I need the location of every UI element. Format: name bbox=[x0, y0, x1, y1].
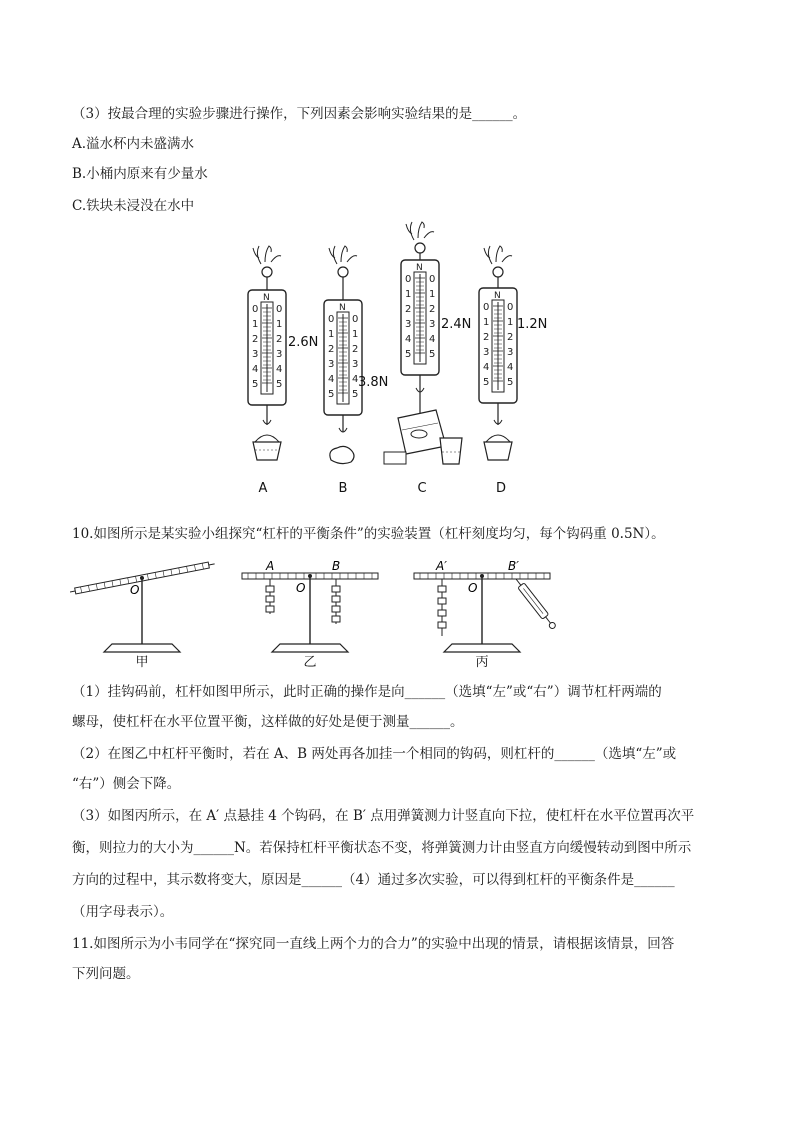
svg-text:3: 3 bbox=[429, 319, 436, 330]
svg-text:1: 1 bbox=[276, 319, 283, 330]
svg-text:1: 1 bbox=[352, 329, 359, 340]
q9-option-a: A.溢水杯内未盛满水 bbox=[72, 136, 195, 152]
label-d: D bbox=[495, 481, 507, 496]
spring-scale-figure bbox=[230, 220, 560, 500]
caption-bing: 丙 bbox=[475, 655, 489, 670]
svg-text:1: 1 bbox=[328, 329, 335, 340]
svg-text:5: 5 bbox=[252, 379, 259, 390]
svg-text:2: 2 bbox=[352, 344, 359, 355]
svg-text:3: 3 bbox=[328, 359, 335, 370]
q11-line1: 11.如图所示为小韦同学在“探究同一直线上两个力的合力”的实验中出现的情景，请根据该情景，回答 bbox=[72, 936, 675, 952]
q9-option-c: C.铁块未浸没在水中 bbox=[72, 198, 195, 214]
svg-text:4: 4 bbox=[328, 374, 335, 385]
svg-text:5: 5 bbox=[276, 379, 283, 390]
label-a: A bbox=[258, 481, 268, 496]
svg-text:5: 5 bbox=[507, 377, 514, 388]
svg-text:5: 5 bbox=[352, 389, 359, 400]
label-c: C bbox=[417, 481, 427, 496]
svg-text:4: 4 bbox=[483, 362, 490, 373]
q10-sub3-line1: （3）如图丙所示，在 A′ 点悬挂 4 个钩码，在 B′ 点用弹簧测力计竖直向下拉，使杠杆在水平位置再次平 bbox=[72, 808, 695, 824]
svg-text:1: 1 bbox=[507, 317, 514, 328]
svg-text:3: 3 bbox=[483, 347, 490, 358]
svg-text:3: 3 bbox=[507, 347, 514, 358]
scale-c-n: N bbox=[416, 263, 423, 273]
lever-yi-a: A bbox=[266, 559, 275, 573]
svg-text:2: 2 bbox=[328, 344, 335, 355]
svg-text:2: 2 bbox=[429, 304, 436, 315]
scale-b-n: N bbox=[339, 303, 346, 313]
lever-bing-o: O bbox=[468, 581, 478, 595]
svg-text:4: 4 bbox=[252, 364, 259, 375]
scale-d-n: N bbox=[494, 291, 501, 301]
caption-jia: 甲 bbox=[135, 655, 149, 670]
lever-bing bbox=[414, 559, 557, 652]
svg-text:1: 1 bbox=[429, 289, 436, 300]
svg-text:4: 4 bbox=[429, 334, 436, 345]
svg-text:0: 0 bbox=[352, 314, 359, 325]
lever-figure bbox=[70, 552, 570, 672]
q10-sub2-line1: （2）在图乙中杠杆平衡时，若在 A、B 两处再各加挂一个相同的钩码，则杠杆的______（选填“左”或 bbox=[72, 746, 677, 762]
svg-text:5: 5 bbox=[429, 349, 436, 360]
q10-sub3-line2: 衡，则拉力的大小为______N。若保持杠杆平衡状态不变，将弹簧测力计由竖直方向缓慢转动到图中所示 bbox=[72, 840, 692, 856]
svg-text:5: 5 bbox=[405, 349, 412, 360]
svg-text:0: 0 bbox=[483, 302, 490, 313]
reading-b: 3.8N bbox=[358, 375, 389, 390]
q11-line2: 下列问题。 bbox=[72, 966, 140, 982]
svg-text:0: 0 bbox=[328, 314, 335, 325]
lever-yi-b: B bbox=[332, 559, 341, 573]
svg-text:4: 4 bbox=[352, 374, 359, 385]
lever-bing-a2: A′ bbox=[436, 559, 447, 573]
svg-text:4: 4 bbox=[507, 362, 514, 373]
svg-text:5: 5 bbox=[483, 377, 490, 388]
svg-text:3: 3 bbox=[276, 349, 283, 360]
svg-text:2: 2 bbox=[252, 334, 259, 345]
svg-text:1: 1 bbox=[252, 319, 259, 330]
svg-text:0: 0 bbox=[507, 302, 514, 313]
svg-text:2: 2 bbox=[276, 334, 283, 345]
svg-text:2: 2 bbox=[507, 332, 514, 343]
q10-sub1-line1: （1）挂钩码前，杠杆如图甲所示，此时正确的操作是向______（选填“左”或“右”）调节杠杆两端的 bbox=[72, 684, 662, 700]
svg-text:1: 1 bbox=[405, 289, 412, 300]
svg-text:0: 0 bbox=[252, 304, 259, 315]
reading-d: 1.2N bbox=[517, 317, 548, 332]
scale-a-n: N bbox=[263, 293, 270, 303]
svg-text:5: 5 bbox=[328, 389, 335, 400]
caption-yi: 乙 bbox=[303, 655, 317, 670]
svg-text:2: 2 bbox=[405, 304, 412, 315]
q9-sub3: （3）按最合理的实验步骤进行操作，下列因素会影响实验结果的是______。 bbox=[72, 106, 527, 122]
svg-text:0: 0 bbox=[405, 274, 412, 285]
q10-stem: 10.如图所示是某实验小组探究“杠杆的平衡条件”的实验装置（杠杆刻度均匀，每个钩码重 0.5N）。 bbox=[72, 526, 665, 542]
svg-text:0: 0 bbox=[429, 274, 436, 285]
lever-bing-b2: B′ bbox=[508, 559, 519, 573]
svg-text:4: 4 bbox=[405, 334, 412, 345]
q10-sub3-line4: （用字母表示）。 bbox=[72, 904, 174, 920]
q9-option-b: B.小桶内原来有少量水 bbox=[72, 166, 208, 182]
label-b: B bbox=[338, 481, 348, 496]
q10-sub2-line2: “右”）侧会下降。 bbox=[72, 776, 181, 792]
lever-jia bbox=[70, 561, 215, 652]
reading-a: 2.6N bbox=[288, 335, 319, 350]
q10-sub3-line3: 方向的过程中，其示数将变大，原因是______（4）通过多次实验，可以得到杠杆的平衡条件是______ bbox=[72, 872, 675, 888]
svg-text:0: 0 bbox=[276, 304, 283, 315]
q10-sub1-line2: 螺母，使杠杆在水平位置平衡，这样做的好处是便于测量______。 bbox=[72, 714, 464, 730]
svg-text:2: 2 bbox=[483, 332, 490, 343]
reading-c: 2.4N bbox=[441, 317, 472, 332]
lever-yi-o: O bbox=[296, 581, 306, 595]
svg-text:3: 3 bbox=[252, 349, 259, 360]
lever-jia-o: O bbox=[130, 583, 140, 597]
svg-text:4: 4 bbox=[276, 364, 283, 375]
svg-text:3: 3 bbox=[352, 359, 359, 370]
lever-yi bbox=[242, 559, 378, 652]
scale-c bbox=[384, 222, 462, 464]
svg-text:1: 1 bbox=[483, 317, 490, 328]
svg-text:3: 3 bbox=[405, 319, 412, 330]
